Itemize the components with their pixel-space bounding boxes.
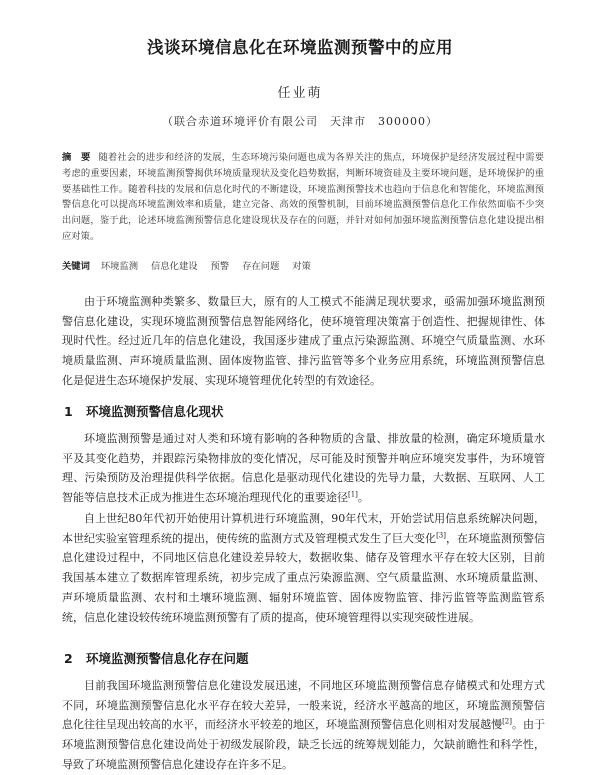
keyword-item: 存在问题 xyxy=(242,261,280,272)
citation-marker: [2] xyxy=(502,717,512,726)
keywords-label: 关键词 xyxy=(62,261,90,272)
keyword-item: 环境监测 xyxy=(100,261,139,272)
section-number: 2 xyxy=(64,651,73,666)
citation-marker: [1] xyxy=(348,490,358,499)
body-paragraph xyxy=(62,429,545,508)
keyword-item: 信息化建设 xyxy=(151,261,198,272)
paragraph-text: 目前我国环境监测预警信息化建设发展迅速，不同地区环境监测预警信息存储模式和处理方式不同，环境监测预警信息化水平存在较大差异，一般来说，经济水平越高的地区，环境监测预警信息化往往呈现出较高的水平，而经济水平较差的地区，环境监测预警信息化则相对发展越慢 xyxy=(62,679,545,732)
author-affiliation: （联合赤道环境评价有限公司 天津市 300000） xyxy=(162,115,438,128)
author-name: 任业萌 xyxy=(277,86,323,101)
keyword-item: 对策 xyxy=(292,261,311,272)
paper-title: 浅谈环境信息化在环境监测预警中的应用 xyxy=(147,38,453,57)
intro-paragraph: 由于环境监测种类繁多、数量巨大，原有的人工模式不能满足现状要求，亟需加强环境监测预警信息化建设，实现环境监测预警信息智能网络化，使环境管理决策富于创造性、把握规律性、体现时代性。经过近几年的信息化建设，我国逐步建成了重点污染源监测、环境空气质量监测、水环境质量监测、声环境质量监测、固体废物监管、排污监管等多个业务应用系统，环境监测预警信息化是促进生态环境保护发展、实现环境管理优化转型的有效途径。 xyxy=(62,295,545,387)
paragraph-text: 。 xyxy=(357,491,369,505)
paragraph-text: 环境监测预警是通过对人类和环境有影响的各种物质的含量、排放量的检测，确定环境质量水平及其变化趋势，并跟踪污染物排放的变化情况，尽可能及时预警并响应环境突发事件，为环境管理、污染预防及治理提供科学依据。信息化是驱动现代化建设的先导力量，大数据、互联网、人工智能等信息技术正成为推进生态环境治理现代化的重要途径 xyxy=(62,432,545,505)
abstract xyxy=(62,150,544,245)
abstract-text: 随着社会的进步和经济的发展，生态环境污染问题也成为各界关注的焦点，环境保护是经济发展过程中需要考虑的重要因素，环境监测预警揭供环境质量现状及变化趋势数据，判断环境资硅及主要环境问题，是环境保护的重要基础性工作。随着科技的发展和信息化时代的不断建设，环境监测预警技术也趋向于信息化和智能化，环境监测预警信息化可以提高环境监测效率和质量，建立完备、高效的预警机制，目前环境监测预警信息化工作依然面临不少突出问题，鉴于此，论述环境监测预警信息化建设现状及存在的问题，并针对如何加强环境监测预警信息化建设提出相应对策。 xyxy=(62,152,544,242)
section-heading xyxy=(64,649,249,667)
body-paragraph xyxy=(62,676,545,775)
paragraph-text: 。由于环境监测预警信息化建设尚处于初级发展阶段，缺乏长远的统筹规划能力，欠缺前瞻性和科学性，导致了环境监测预警信息化建设存在许多不足。 xyxy=(62,718,546,771)
paragraph-text: 自上世纪80年代初开始使用计算机进行环境监测，90年代末，开始尝试用信息系统解决问题，本世纪实验室管理系统的提出，使传统的监测方式及管理模式发生了巨大变化 xyxy=(62,512,545,545)
body-paragraph xyxy=(62,509,545,627)
paragraph-text: ，在环境监测预警信息化建设过程中，不同地区信息化建设差异较大，数据收集、储存及管理水平存在较大区别，目前我国基本建立了数据库管理系统，初步完成了重点污染源监测、空气质量监测、水环境质量监测、声环境质量监测、农村和土壤环境监测、辐射环境监管、固体废物监管、排污监管等监测监管系统，信息化建设较传统环境监测预警有了质的提高，使环境管理得以实现突破性进展。 xyxy=(62,531,546,624)
keywords xyxy=(62,259,544,274)
keyword-item: 预警 xyxy=(210,261,230,272)
section-title: 环境监测预警信息化现状 xyxy=(86,404,224,419)
citation-marker: [3] xyxy=(436,531,446,540)
section-title: 环境监测预警信息化存在问题 xyxy=(86,651,249,666)
abstract-label: 摘 要 xyxy=(62,152,91,163)
section-heading xyxy=(64,402,224,420)
section-number: 1 xyxy=(64,404,73,419)
